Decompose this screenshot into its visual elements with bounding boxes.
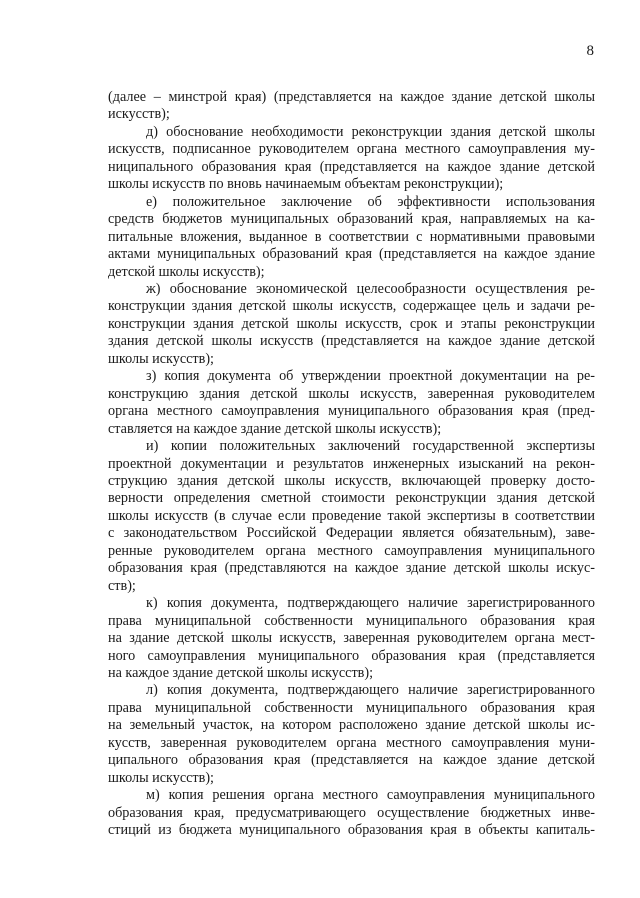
text-line: конструкцию здания детской школы искусств, заверенная руководителем [108, 385, 595, 402]
text-line: здания детской школы искусств (представляется на каждое здание детской [108, 333, 595, 350]
paragraph-zh [108, 281, 595, 368]
text-line: искусств, подписанное руководителем органа местного самоуправления му- [108, 141, 595, 158]
text-line: е) положительное заключение об эффективности использования [146, 193, 595, 210]
text-line: з) копия документа об утверждении проектной документации на ре- [146, 368, 595, 385]
text-line: органа местного самоуправления муниципального образования края (пред- [108, 403, 595, 420]
paragraph-e [108, 194, 595, 281]
paragraph-continuation [108, 89, 595, 124]
text-line: школы искусств (в случае если проведение такой экспертизы в соответствии [108, 507, 595, 524]
text-line: м) копия решения органа местного самоуправления муниципального [146, 787, 595, 804]
paragraph-k [108, 595, 595, 682]
text-line: ж) обоснование экономической целесообразности осуществления ре- [146, 280, 595, 297]
text-line: и) копии положительных заключений государственной экспертизы [146, 438, 595, 455]
text-line: образования края (представляются на каждое здание детской школы искус- [108, 560, 595, 577]
text-line: к) копия документа, подтверждающего наличие зарегистрированного [146, 595, 595, 612]
paragraph-z [108, 368, 595, 438]
text-line: (далее – минстрой края) (представляется на каждое здание детской школы [108, 89, 595, 105]
text-line: питальные вложения, выданное в соответствии с нормативными правовыми [108, 228, 595, 245]
text-line: ренные руководителем органа местного самоуправления муниципального [108, 542, 595, 559]
text-line: средств бюджетов муниципальных образований края, направляемых на ка- [108, 211, 595, 228]
text-line: школы искусств); [108, 350, 214, 367]
text-line: права муниципальной собственности муниципального образования края [108, 612, 595, 629]
text-line: с законодательством Российской Федерации является обязательным), заве- [108, 525, 595, 542]
paragraph-i [108, 438, 595, 595]
text-line: на здание детской школы искусств, заверенная руководителем органа мест- [108, 630, 595, 647]
text-line: стиций из бюджета муниципального образования края в объекты капиталь- [108, 822, 595, 839]
text-line: струкцию здания детской школы искусств, включающей проверку досто- [108, 472, 595, 489]
text-line: конструкции здания детской школы искусств, содержащее цель и задачи ре- [108, 298, 595, 315]
text-line: ставляется на каждое здание детской школы искусств); [108, 420, 442, 437]
text-line: ципального образования края (представляется на каждое здание детской [108, 752, 595, 769]
text-line: д) обоснование необходимости реконструкции здания детской школы [146, 123, 595, 140]
text-line: искусств); [108, 106, 170, 123]
text-line: школы искусств); [108, 769, 214, 786]
text-line: конструкции здания детской школы искусств, срок и этапы реконструкции [108, 315, 595, 332]
text-line: проектной документации и результатов инженерных изысканий на рекон- [108, 455, 595, 472]
text-line: детской школы искусств); [108, 263, 265, 280]
text-line: ниципального образования края (представляется на каждое здание детской [108, 158, 595, 175]
paragraph-d [108, 124, 595, 194]
text-line: права муниципальной собственности муниципального образования края [108, 699, 595, 716]
text-line: на каждое здание детской школы искусств); [108, 664, 374, 681]
text-line: школы искусств по вновь начинаемым объектам реконструкции); [108, 176, 504, 193]
text-line: ного самоуправления муниципального образования края (представляется [108, 647, 595, 664]
document-body [108, 89, 595, 839]
text-line: кусств, заверенная руководителем органа местного самоуправления муни- [108, 734, 595, 751]
text-line: верности определения сметной стоимости реконструкции здания детской [108, 490, 595, 507]
text-line: актами муниципальных образований края (представляется на каждое здание [108, 246, 595, 263]
text-line: на земельный участок, на котором расположено здание детской школы ис- [108, 717, 595, 734]
text-line: образования края, предусматривающего осуществление бюджетных инве- [108, 804, 595, 821]
paragraph-l [108, 682, 595, 787]
paragraph-m [108, 787, 595, 839]
text-line: л) копия документа, подтверждающего наличие зарегистрированного [146, 682, 595, 699]
page-number: 8 [586, 43, 594, 59]
text-line: ств); [108, 577, 136, 594]
